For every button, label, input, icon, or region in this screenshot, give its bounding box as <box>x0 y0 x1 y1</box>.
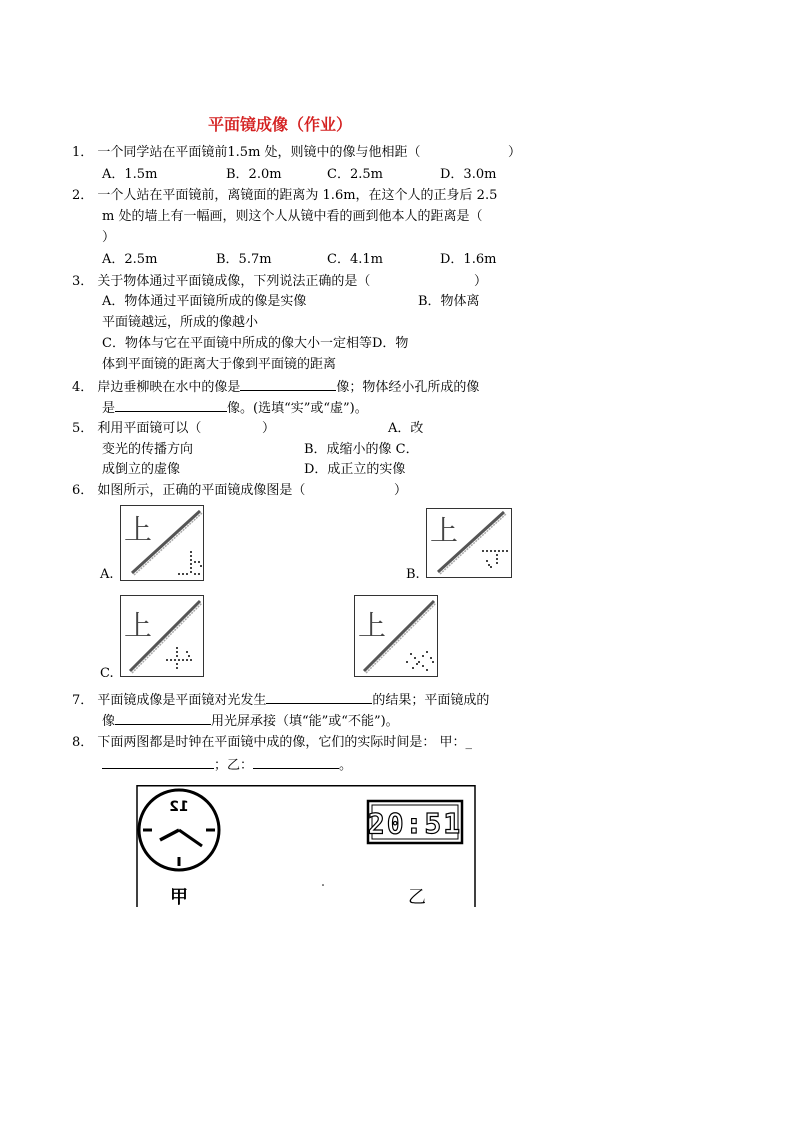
q1-close-paren: ） <box>508 145 522 160</box>
q6-figure-a-char: 上 <box>124 513 153 546</box>
q8-blank-jia[interactable] <box>102 755 214 769</box>
q2-option-b: B．5.7m <box>216 252 272 267</box>
q5-option-b: B．成缩小的像 C． <box>304 442 419 457</box>
q5-option-c-end: 成倒立的虚像 <box>102 462 181 477</box>
page-title: 平面镜成像（作业） <box>208 115 353 134</box>
q5-stem: 5． 利用平面镜可以（ <box>72 421 202 436</box>
q4-line1: 4． 岸边垂柳映在水中的像是 像；物体经小孔所成的像 <box>72 377 479 397</box>
q4-line2: 是 像。(选填“实”或“虚”)。 <box>102 398 368 418</box>
q6-figure-a[interactable] <box>120 505 204 581</box>
q4-blank-1[interactable] <box>240 377 336 391</box>
q2-line1: 2． 一个人站在平面镜前，离镜面的距离为 1.6m，在这个人的正身后 2.5 <box>72 188 498 203</box>
q8-stem: 8． 下面两图都是时钟在平面镜中成的像，它们的实际时间是： 甲：_ <box>72 735 473 750</box>
q8-line2: ；乙： 。 <box>102 755 352 775</box>
q5-close-paren: ） <box>262 421 276 436</box>
q3-option-b-end: 平面镜越远，所成的像越小 <box>102 315 259 330</box>
q1-option-a: A．1.5m <box>102 167 158 182</box>
q2-option-c: C．4.1m <box>327 252 383 267</box>
digital-clock-display: 20:51 <box>367 807 463 840</box>
q1-option-c: C．2.5m <box>327 167 383 182</box>
q7-blank-1[interactable] <box>266 690 372 704</box>
q7-line2: 像 用光屏承接（填“能”或“不能”)。 <box>102 711 399 731</box>
analog-clock <box>139 790 219 870</box>
clock-label-jia: 甲 <box>170 887 188 907</box>
q7-blank-2[interactable] <box>115 711 211 725</box>
q6-label-c: C. <box>100 666 114 681</box>
q6-label-b: B. <box>406 567 420 582</box>
q7-line1: 7． 平面镜成像是平面镜对光发生 的结果；平面镜成的 <box>72 690 489 710</box>
q2-line2: m 处的墙上有一幅画，则这个人从镜中看的画到他本人的距离是（ <box>102 209 483 224</box>
q8-blank-yi[interactable] <box>253 755 339 769</box>
q3-stem: 3． 关于物体通过平面镜成像，下列说法正确的是（ <box>72 274 371 289</box>
q8-figure <box>136 785 476 907</box>
q3-option-c: C．物体与它在平面镜中所成的像大小一定相等D．物 <box>102 336 409 351</box>
q6-label-a: A. <box>100 567 114 582</box>
q2-line3: ） <box>102 230 116 245</box>
q3-close-paren: ） <box>474 274 488 289</box>
q1-option-d: D．3.0m <box>440 167 497 182</box>
q3-option-b-start: B．物体离 <box>418 294 480 309</box>
q6-figure-b[interactable] <box>426 508 512 578</box>
clock-label-yi: 乙 <box>408 887 426 907</box>
q6-figure-c[interactable] <box>120 595 204 677</box>
clock-numeral-12: 12 <box>169 799 189 815</box>
digital-clock <box>368 801 462 843</box>
q1-option-b: B．2.0m <box>226 167 282 182</box>
q6-close-paren: ） <box>394 483 408 498</box>
q6-figure-d-char: 上 <box>358 609 387 642</box>
q6-figure-b-char: 上 <box>430 514 459 547</box>
q2-option-a: A．2.5m <box>102 252 158 267</box>
q6-figure-d[interactable] <box>354 595 438 677</box>
q6-stem: 6． 如图所示，正确的平面镜成像图是（ <box>72 483 306 498</box>
q4-blank-2[interactable] <box>115 398 227 412</box>
stray-dot <box>322 884 324 886</box>
q1-stem: 1． 一个同学站在平面镜前1.5m 处，则镜中的像与他相距（ <box>72 145 421 160</box>
q3-option-d-end: 体到平面镜的距离大于像到平面镜的距离 <box>102 357 337 372</box>
q6-figure-c-char: 上 <box>124 609 153 642</box>
q5-option-a-start: A．改 <box>388 421 424 436</box>
q3-option-a: A．物体通过平面镜所成的像是实像 <box>102 294 307 309</box>
q5-option-a-end: 变光的传播方向 <box>102 442 194 457</box>
q5-option-d: D．成正立的实像 <box>304 462 406 477</box>
q2-option-d: D．1.6m <box>440 252 497 267</box>
